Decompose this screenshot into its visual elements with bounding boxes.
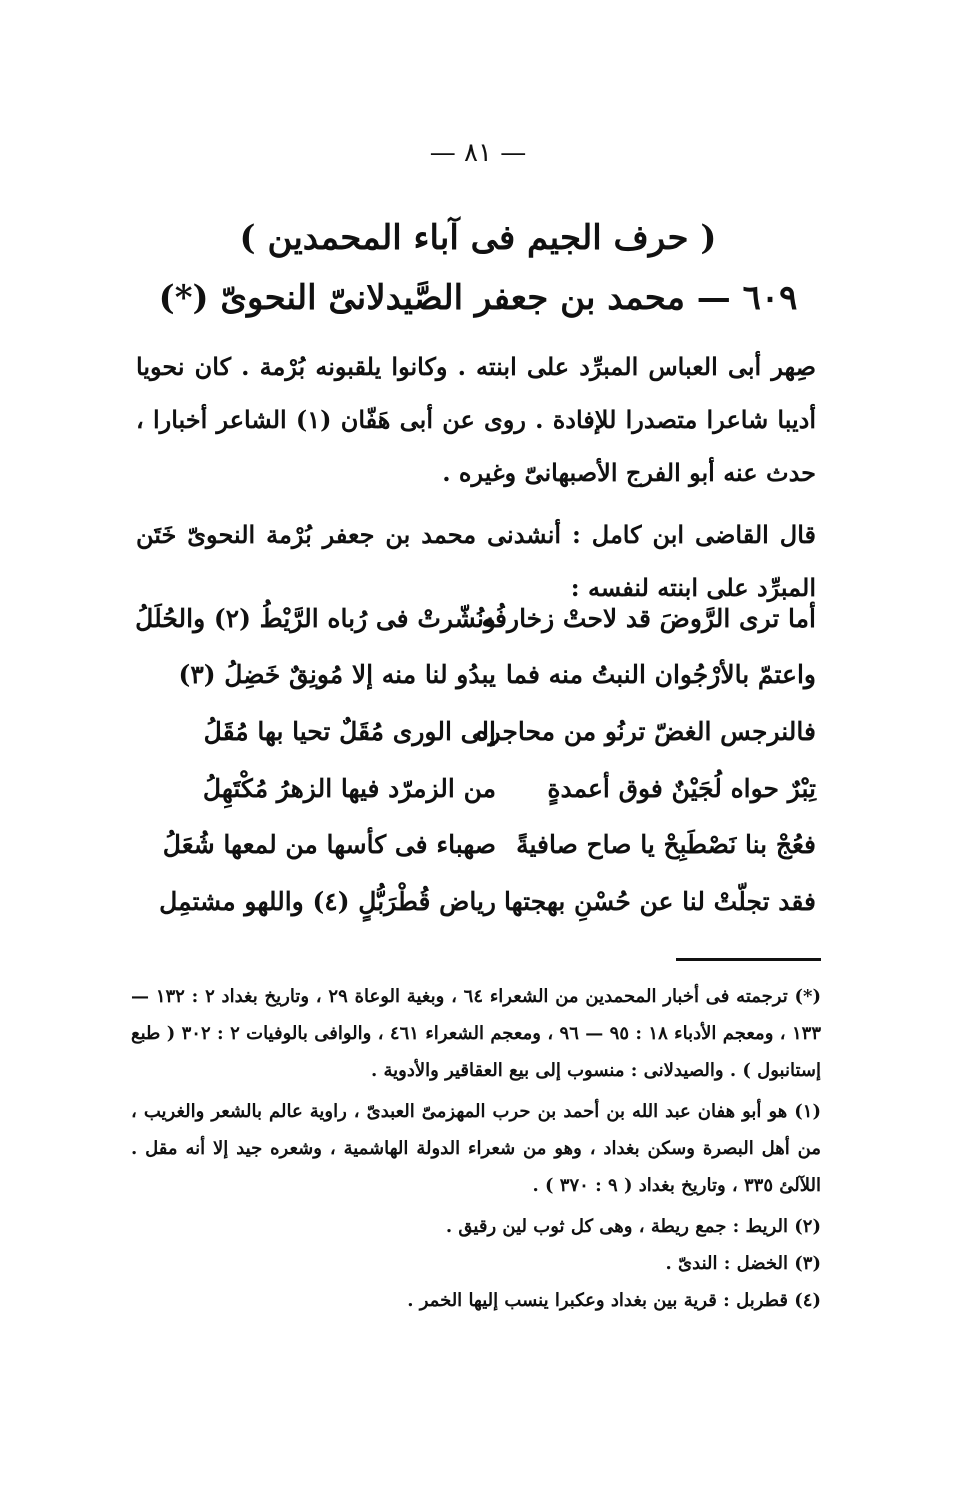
verse-first-hemistich: فقد تجلّتْ لنا عن حُسْنِ بهجتها xyxy=(504,887,816,916)
verse-first-hemistich: فعُجْ بنا نَصْطَبِحْ يا صاح صافيةً xyxy=(516,830,816,859)
verse-second-hemistich: ونُشّرتْ فى رُباه الرَّيْطُ (٢) والحُلَلُ xyxy=(135,604,496,633)
verse-first-hemistich: أما ترى الرَّوضَ قد لاحتْ زخارفُه xyxy=(481,604,816,633)
page-number: — ٨١ — xyxy=(429,138,527,168)
verse-line xyxy=(162,830,816,884)
verse-second-hemistich: إلى الورى مُقَلٌ تحيا بها مُقَلُ xyxy=(203,717,496,746)
section-heading: ( حرف الجيم فى آباء المحمدين ) xyxy=(239,218,717,258)
verse-second-hemistich: يبدُو لنا منه إلا مُونِقٌ خَضِلُ (٣) xyxy=(178,660,496,689)
verse-line xyxy=(159,887,816,941)
verse-first-hemistich: تِبْرٌ حواه لُجَيْنٌ فوق أعمدةٍ xyxy=(547,774,816,803)
verse-second-hemistich: رياض قُطْرَبُّلٍ (٤) واللهو مشتمِل xyxy=(159,887,496,916)
verse-line xyxy=(178,660,816,714)
verse-first-hemistich: فالنرجس الغضّ ترنُو من محاجره xyxy=(475,717,816,746)
footnote-1: (١) هو أبو هفان عبد الله بن أحمد بن حرب المهزمىّ العبدىّ ، راوية عالم بالشعر والغريب ، من أهل البصرة وسكن بغداد ، وهو من شعراء الدولة الهاشمية ، وشعره جيد إلا أنه مقل . اللآلئ ٣٣٥ ، وتاريخ بغداد ( ٩ : ٣٧٠ ) . xyxy=(131,1101,821,1196)
footnotes xyxy=(131,978,821,1319)
footnote-3: (٣) الخضل : الندىّ . xyxy=(665,1253,821,1274)
verse-second-hemistich: صهباء فى كأسها من لمعها شُعَلُ xyxy=(162,830,496,859)
footnote-2: (٢) الريط : جمع ريطة ، وهى كل ثوب لين رقيق . xyxy=(445,1216,821,1237)
verse-line xyxy=(135,604,816,658)
entry-heading: ٦٠٩ — محمد بن جعفر الصَّيدلانىّ النحوىّ (*) xyxy=(158,278,798,318)
footnote-source: (*) ترجمته فى أخبار المحمدين من الشعراء ٦٤ ، وبغية الوعاة ٢٩ ، وتاريخ بغداد ٢ : ١٣٢ — ١٣٣ ، ومعجم الأدباء ١٨ : ٩٥ — ٩٦ ، ومعجم الشعراء ٤٦١ ، والوافى بالوفيات ٢ : ٣٠٢ ( طبع إستانبول ) . والصيدلانى : منسوب إلى بيع العقاقير والأدوية . xyxy=(131,986,821,1081)
biography-paragraph: صِهر أبى العباس المبرِّد على ابنته . وكانوا يلقبونه بُرْمة . كان نحويا أديبا شاعرا متصدرا للإفادة . روى عن أبى هَفّان (١) الشاعر أخبارا ، حدث عنه أبو الفرج الأصبهانىّ وغيره . xyxy=(136,352,816,487)
verse-line xyxy=(203,717,816,771)
verse-first-hemistich: واعتمّ بالأرْجُوان النبتُ منه فما xyxy=(505,660,816,689)
verse-second-hemistich: من الزمرّد فيها الزهرُ مُكْتَهِلُ xyxy=(202,774,496,803)
verse-line xyxy=(202,774,816,828)
footnote-4: (٤) قطربل : قرية بين بغداد وعكبرا ينسب إليها الخمر . xyxy=(407,1290,821,1311)
footnote-divider xyxy=(676,958,821,961)
poem-introduction: قال القاضى ابن كامل : أنشدنى محمد بن جعفر بُرْمة النحوىّ خَتَن المبرِّد على ابنته لنفسه : xyxy=(136,520,816,602)
